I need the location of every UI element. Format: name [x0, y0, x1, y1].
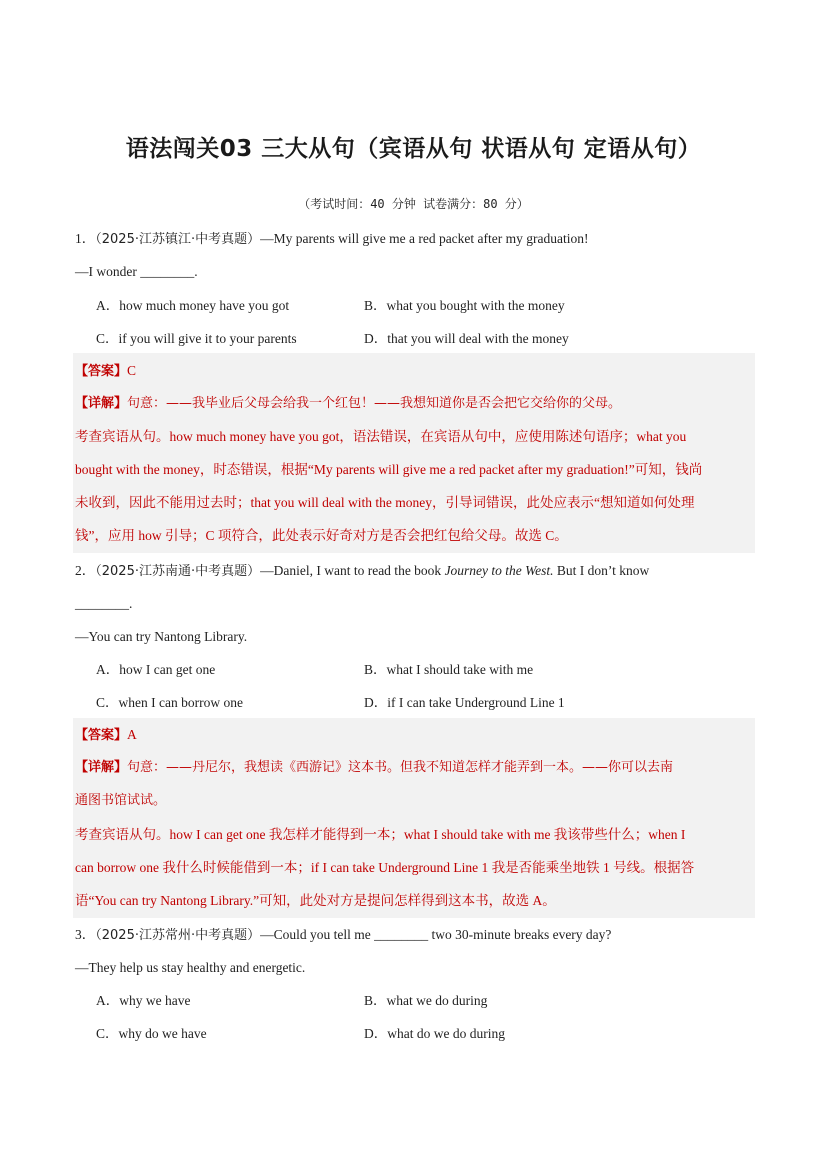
q1-answer-panel [73, 353, 755, 553]
book-title: Journey to the West. [444, 563, 554, 578]
question-2-response: —You can try Nantong Library. [75, 629, 248, 644]
question-1-stem [75, 230, 589, 249]
q2-option-c[interactable]: C．when I can borrow one [96, 695, 243, 710]
question-number: 3． [75, 927, 96, 942]
question-3-stem [75, 926, 611, 945]
q3-option-b[interactable]: B．what we do during [364, 993, 488, 1008]
q2-answer-panel [73, 718, 755, 918]
exam-info: （考试时间：40 分钟 试卷满分：80 分） [298, 197, 529, 211]
q1-detail-line-3: bought with the money，时态错误，根据“My parents will give me a red packet after my graduation!”可知，钱尚 [75, 462, 703, 477]
q2-detail-line-2: 通图书馆试试。 [75, 793, 167, 808]
q1-answer [75, 362, 136, 381]
q2-detail-line-5: 语“You can try Nantong Library.”可知，此处对方是提问怎样得到这本书，故选 A。 [75, 893, 556, 908]
q1-option-d[interactable]: D．that you will deal with the money [364, 331, 569, 346]
question-source: （2025·江苏镇江·中考真题） [95, 232, 261, 247]
q2-option-a[interactable]: A．how I can get one [96, 662, 216, 677]
q1-option-c[interactable]: C．if you will give it to your parents [96, 331, 297, 346]
q1-detail-line-1: 【详解】句意：——我毕业后父母会给我一个红包！——我想知道你是否会把它交给你的父母。 [75, 396, 622, 411]
q2-option-b[interactable]: B．what I should take with me [364, 662, 534, 677]
page-title: 语法闯关03 三大从句（宾语从句 状语从句 定语从句） [125, 136, 702, 162]
question-2-stem: 2．（2025·江苏南通·中考真题）—Daniel, I want to read the book Journey to the West. But I don’t know [75, 563, 650, 579]
q3-option-d[interactable]: D．what do we do during [364, 1026, 505, 1041]
question-2-blank: ________. [75, 596, 133, 611]
question-text: —Could you tell me ________ two 30-minute breaks every day? [260, 927, 612, 942]
q1-option-a[interactable]: A．how much money have you got [96, 298, 290, 313]
question-source: （2025·江苏常州·中考真题） [95, 928, 261, 943]
q2-option-d[interactable]: D．if I can take Underground Line 1 [364, 695, 565, 710]
q1-detail-line-4: 未收到，因此不能用过去时；that you will deal with the money，引导词错误，此处应表示“想知道如何处理 [75, 495, 695, 510]
q1-option-b[interactable]: B．what you bought with the money [364, 298, 565, 313]
question-number: 2． [75, 563, 96, 578]
question-text: —My parents will give me a red packet after my graduation! [260, 231, 589, 246]
q2-answer [75, 726, 137, 745]
q1-detail-line-5: 钱”，应用 how 引导；C 项符合，此处表示好奇对方是否会把红包给父母。故选 C。 [75, 528, 568, 543]
q1-detail-line-2: 考查宾语从句。how much money have you got，语法错误，在宾语从句中，应使用陈述句语序；what you [75, 429, 687, 444]
answer-value: A [127, 727, 137, 742]
question-1-response: —I wonder ________. [75, 264, 198, 279]
answer-value: C [127, 363, 137, 378]
answer-label: 【答案】 [75, 728, 128, 743]
question-source: （2025·江苏南通·中考真题） [95, 564, 261, 579]
q2-detail-line-4: can borrow one 我什么时候能借到一本；if I can take Underground Line 1 我是否能乘坐地铁 1 号线。根据答 [75, 860, 695, 875]
q3-option-a[interactable]: A．why we have [96, 993, 191, 1008]
q2-detail-line-1: 【详解】句意：——丹尼尔，我想读《西游记》这本书。但我不知道怎样才能弄到一本。——你可以去南 [75, 760, 674, 775]
detail-label: 【详解】 [75, 396, 128, 411]
q3-option-c[interactable]: C．why do we have [96, 1026, 207, 1041]
detail-label: 【详解】 [75, 760, 128, 775]
q2-detail-line-3: 考查宾语从句。how I can get one 我怎样才能得到一本；what I should take with me 我该带些什么；when I [75, 827, 686, 842]
question-number: 1． [75, 231, 96, 246]
question-3-response: —They help us stay healthy and energetic. [75, 960, 306, 975]
answer-label: 【答案】 [75, 364, 128, 379]
